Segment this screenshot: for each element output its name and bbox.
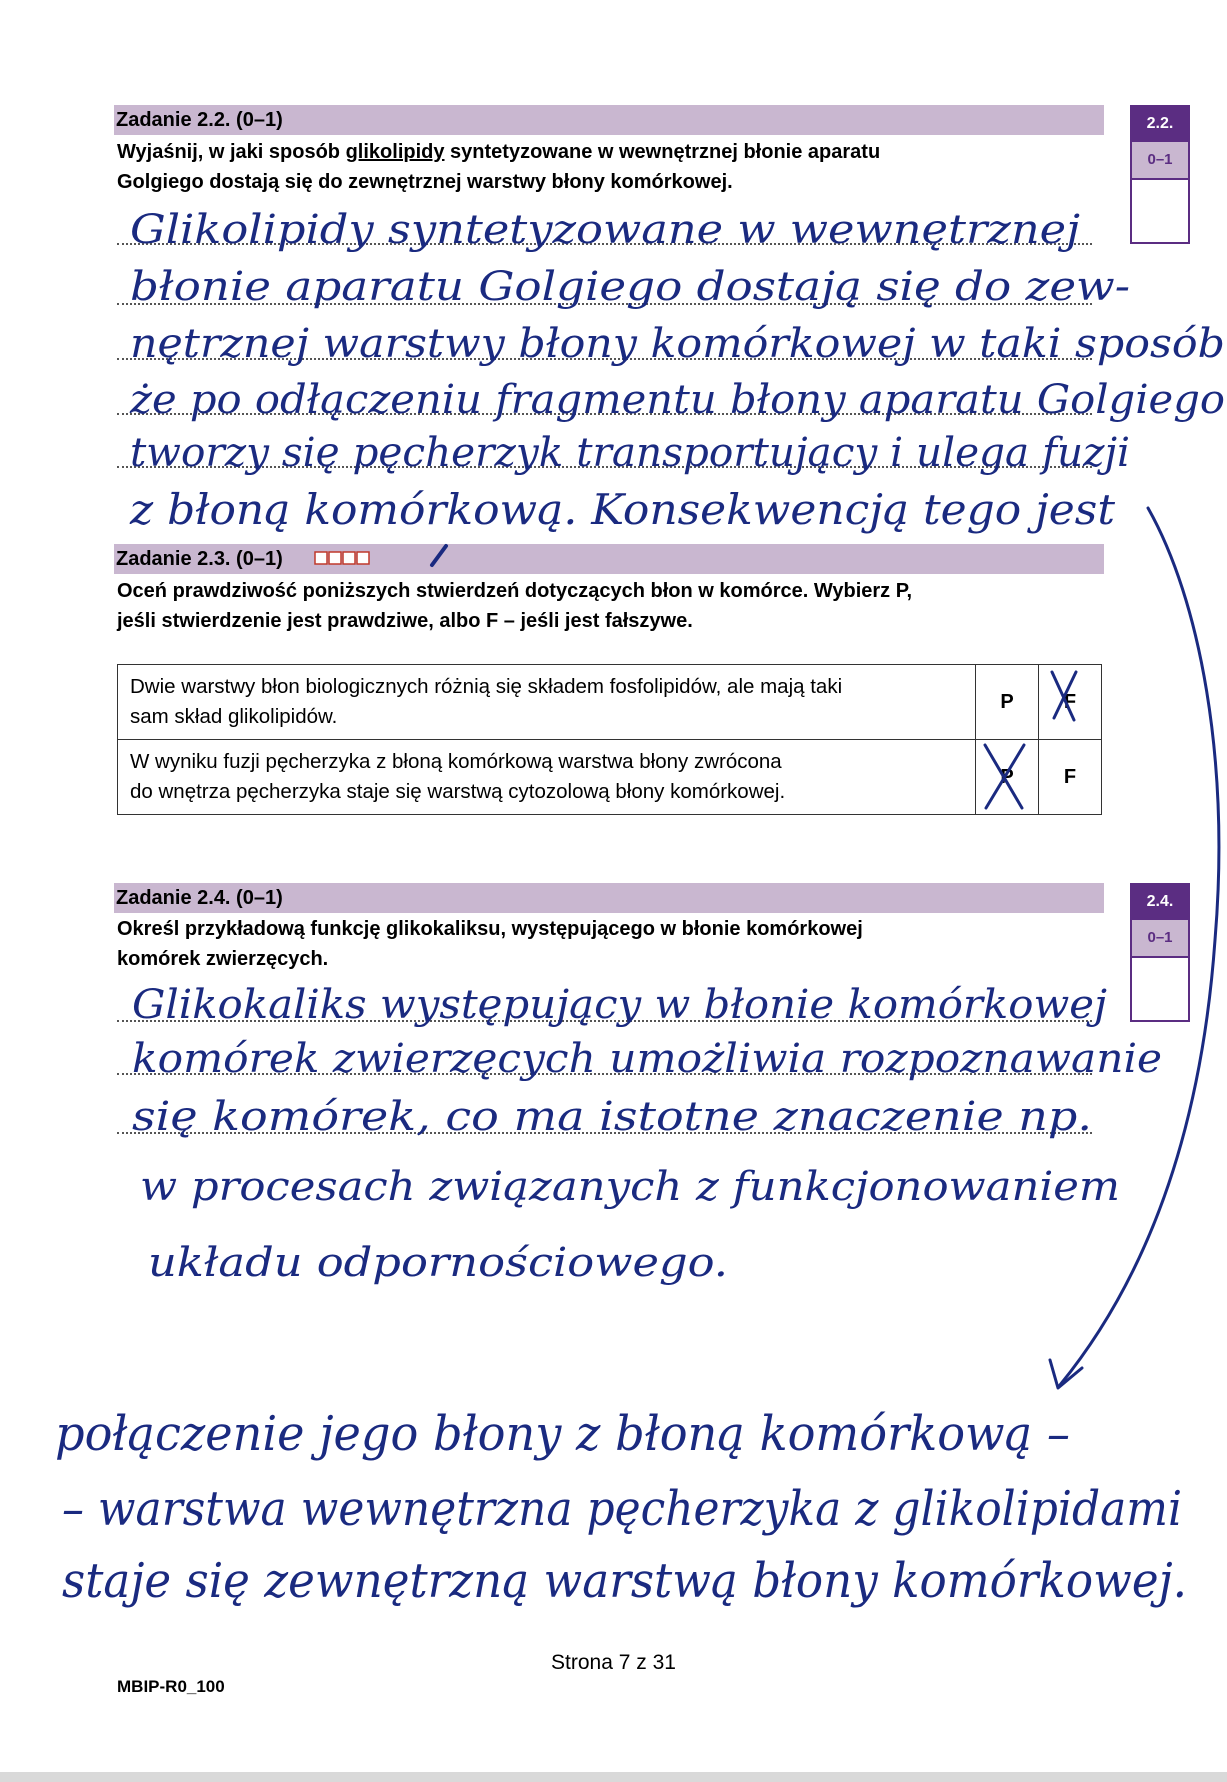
handwritten-answer-line: w procesach związanych z funkcjonowaniem [140,1164,1120,1210]
handwritten-answer-line: układu odpornościowego. [148,1240,728,1286]
statement-line: W wyniku fuzji pęcherzyka z błoną komórkową warstwa błony zwrócona [130,750,782,773]
answer-line [117,1020,1092,1022]
handwritten-answer-line: Glikolipidy syntetyzowane w wewnętrznej [130,207,1080,253]
handwritten-answer-line: błonie aparatu Golgiego dostają się do zew- [130,264,1130,310]
score-number: 2.2. [1132,107,1188,141]
task-2-2-question-line1 [117,137,1097,167]
handwritten-answer-line: komórek zwierzęcych umożliwia rozpoznawanie [132,1036,1162,1082]
answer-line [117,243,1092,245]
checkbox-strip-icon [314,545,374,575]
task-2-3-header-text: Zadanie 2.3. (0–1) [116,548,283,570]
q-text: Wyjaśnij, w jaki sposób [117,141,346,163]
score-field[interactable] [1132,180,1188,242]
score-box-2-2 [1130,105,1190,244]
bottom-scroll-strip [0,1772,1227,1782]
statement-cell [118,740,976,815]
table-row [118,740,1102,815]
task-2-3-question-line1: Oceń prawdziwość poniższych stwierdzeń dotyczących błon w komórce. Wybierz P, [117,580,913,602]
option-p[interactable]: P [976,665,1039,740]
task-2-4-question [117,914,1097,974]
answer-line [117,413,1092,415]
continuation-line: staje się zewnętrzną warstwą błony komórkowej. [62,1553,1187,1609]
q-text: syntetyzowane w wewnętrznej błonie aparatu [444,141,881,163]
statement-line: sam skład glikolipidów. [130,705,338,728]
handwritten-answer-line: z błoną komórkową. Konsekwencją tego jest [128,485,1116,534]
arrow-head-icon [1050,1360,1082,1388]
statement-line: do wnętrza pęcherzyka staje się warstwą cytozolową błony komórkowej. [130,780,786,803]
answer-line [117,303,1092,305]
score-number: 2.4. [1132,885,1188,919]
handwritten-answer-line: Glikokaliks występujący w błonie komórkowej [132,982,1107,1028]
option-f[interactable]: F [1039,665,1102,740]
answer-line [117,358,1092,360]
task-2-4-question-line1: Określ przykładową funkcję glikokaliksu, występującego w błonie komórkowej [117,918,863,940]
handwritten-answer-line: tworzy się pęcherzyk transportujący i ulega fuzji [130,430,1130,476]
score-box-2-4 [1130,883,1190,1022]
statement-line: Dwie warstwy błon biologicznych różnią się składem fosfolipidów, ale mają taki [130,675,843,698]
answer-line [117,1132,1092,1134]
document-code: MBIP-R0_100 [117,1677,225,1696]
handwritten-answer-line: nętrznej warstwy błony komórkowej w taki sposób [130,321,1225,367]
option-f[interactable]: F [1039,740,1102,815]
task-2-2-header: Zadanie 2.2. (0–1) [114,105,1104,135]
task-2-3-header [114,544,1104,574]
option-p[interactable]: P [976,740,1039,815]
continuation-line: – warstwa wewnętrzna pęcherzyka z glikolipidami [62,1481,1182,1537]
continuation-line: połączenie jego błony z błoną komórkową – [55,1406,1070,1462]
handwritten-answer-line: się komórek, co ma istotne znaczenie np. [132,1094,1092,1140]
true-false-table [117,664,1102,815]
task-2-3-question [117,576,1097,636]
task-2-3-question-line2: jeśli stwierdzenie jest prawdziwe, albo F – jeśli jest fałszywe. [117,610,693,632]
statement-cell [118,665,976,740]
q-underlined-term: glikolipidy [345,141,445,163]
score-field[interactable] [1132,958,1188,1020]
answer-line [117,466,1092,468]
task-2-2-question [117,137,1097,197]
task-2-2-question-line2: Golgiego dostają się do zewnętrznej warstwy błony komórkowej. [117,171,733,193]
task-2-4-question-line2: komórek zwierzęcych. [117,948,329,970]
score-range: 0–1 [1132,919,1188,958]
answer-line [117,1073,1092,1075]
task-2-4-header: Zadanie 2.4. (0–1) [114,883,1104,913]
handwritten-answer-line: że po odłączeniu fragmentu błony aparatu Golgiego [128,377,1225,423]
table-row [118,665,1102,740]
score-range: 0–1 [1132,141,1188,180]
page-number: Strona 7 z 31 [551,1651,676,1674]
